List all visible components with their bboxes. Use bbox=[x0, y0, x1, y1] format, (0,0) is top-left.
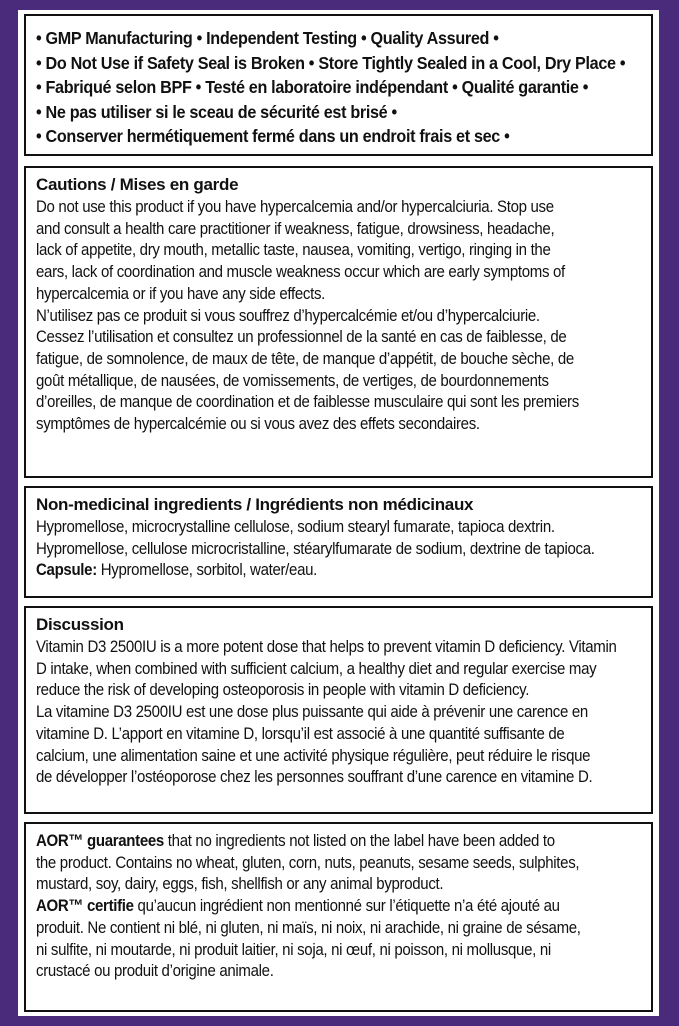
capsule-label: Capsule: bbox=[36, 560, 97, 580]
cautions-line: hypercalcemia or if you have any side effects. bbox=[36, 283, 326, 303]
discussion-line: D intake, when combined with sufficient calcium, a healthy diet and regular exercise may bbox=[36, 658, 597, 678]
aor-fr-text: qu’aucun ingrédient non mentionné sur l’étiquette n’a été ajouté au bbox=[133, 896, 560, 916]
cautions-heading: Cautions / Mises en garde bbox=[36, 175, 239, 194]
aor-fr-line: crustacé ou produit d’origine animale. bbox=[36, 961, 274, 981]
discussion-heading: Discussion bbox=[36, 615, 124, 634]
quality-bullets-panel bbox=[24, 14, 653, 156]
cautions-line: lack of appetite, dry mouth, metallic taste, nausea, vomiting, vertigo, ringing in the bbox=[36, 240, 551, 260]
nonmedicinal-panel bbox=[24, 486, 653, 598]
bullet-line: • Fabriqué selon BPF • Testé en laboratoire indépendant • Qualité garantie • bbox=[36, 77, 589, 97]
cautions-line: and consult a health care practitioner if weakness, fatigue, drowsiness, headache, bbox=[36, 218, 555, 238]
discussion-line: de développer l’ostéoporose chez les personnes souffrant d’une carence en vitamine D. bbox=[36, 767, 593, 787]
aor-fr-line: ni sulfite, ni moutarde, ni produit laitier, ni soja, ni œuf, ni poisson, ni mollusque, ni bbox=[36, 939, 551, 959]
cautions-line: fatigue, de somnolence, de maux de tête, de manque d’appétit, de bouche sèche, de bbox=[36, 348, 574, 368]
cautions-line: Do not use this product if you have hypercalcemia and/or hypercalciuria. Stop use bbox=[36, 197, 554, 216]
bullet-line: • Do Not Use if Safety Seal is Broken • Store Tightly Sealed in a Cool, Dry Place • bbox=[36, 52, 626, 73]
capsule-line bbox=[36, 559, 585, 581]
cautions-line: Cessez l’utilisation et consultez un professionnel de la santé en cas de faiblesse, de bbox=[36, 327, 567, 347]
nonmedicinal-line: Hypromellose, microcrystalline cellulose, sodium stearyl fumarate, tapioca dextrin. bbox=[36, 517, 555, 536]
discussion-line: La vitamine D3 2500IU est une dose plus puissante qui aide à prévenir une carence en bbox=[36, 702, 588, 722]
aor-en-first-line bbox=[36, 830, 585, 852]
aor-certifie-label: AOR™ certifie bbox=[36, 896, 134, 916]
bullet-line: • Ne pas utiliser si le sceau de sécurité est brisé • bbox=[36, 101, 397, 122]
bullet-line: • GMP Manufacturing • Independent Testing • Quality Assured • bbox=[36, 28, 499, 48]
discussion-line: vitamine D. L’apport en vitamine D, lorsqu’il est associé à une quantité suffisante de bbox=[36, 723, 565, 743]
cautions-line: d’oreilles, de manque de coordination et de faiblesse musculaire qui sont les premiers bbox=[36, 392, 579, 412]
aor-fr-first-line bbox=[36, 895, 585, 917]
discussion-line: calcium, une alimentation saine et une activité physique régulière, peut réduire le risque bbox=[36, 745, 591, 765]
aor-en-line: the product. Contains no wheat, gluten, corn, nuts, peanuts, sesame seeds, sulphites, bbox=[36, 852, 580, 872]
cautions-line: goût métallique, de nausées, de vomissements, de vertiges, de bourdonnements bbox=[36, 370, 549, 390]
aor-en-line: mustard, soy, dairy, eggs, fish, shellfish or any animal byproduct. bbox=[36, 874, 444, 894]
cautions-panel bbox=[24, 166, 653, 478]
nonmedicinal-heading: Non-medicinal ingredients / Ingrédients non médicinaux bbox=[36, 495, 474, 514]
discussion-line: Vitamin D3 2500IU is a more potent dose that helps to prevent vitamin D deficiency. Vitamin bbox=[36, 637, 617, 656]
cautions-line: N’utilisez pas ce produit si vous souffrez d’hypercalcémie et/ou d’hypercalciurie. bbox=[36, 305, 540, 325]
nonmedicinal-line: Hypromellose, cellulose microcristalline, stéarylfumarate de sodium, dextrine de tapioca. bbox=[36, 538, 595, 558]
cautions-line: symptômes de hypercalcémie ou si vous avez des effets secondaires. bbox=[36, 414, 480, 434]
aor-guarantee-panel bbox=[24, 822, 653, 1012]
aor-guarantees-label: AOR™ guarantees bbox=[36, 831, 164, 850]
aor-fr-line: produit. Ne contient ni blé, ni gluten, ni maïs, ni noix, ni arachide, ni graine de sésame, bbox=[36, 917, 581, 937]
discussion-line: reduce the risk of developing osteoporosis in people with vitamin D deficiency. bbox=[36, 680, 530, 700]
cautions-line: ears, lack of coordination and muscle weakness occur which are early symptoms of bbox=[36, 262, 565, 282]
capsule-text: Hypromellose, sorbitol, water/eau. bbox=[96, 560, 318, 580]
discussion-panel bbox=[24, 606, 653, 814]
aor-en-text: that no ingredients not listed on the label have been added to bbox=[163, 831, 555, 850]
bullet-line: • Conserver hermétiquement fermé dans un endroit frais et sec • bbox=[36, 126, 510, 146]
